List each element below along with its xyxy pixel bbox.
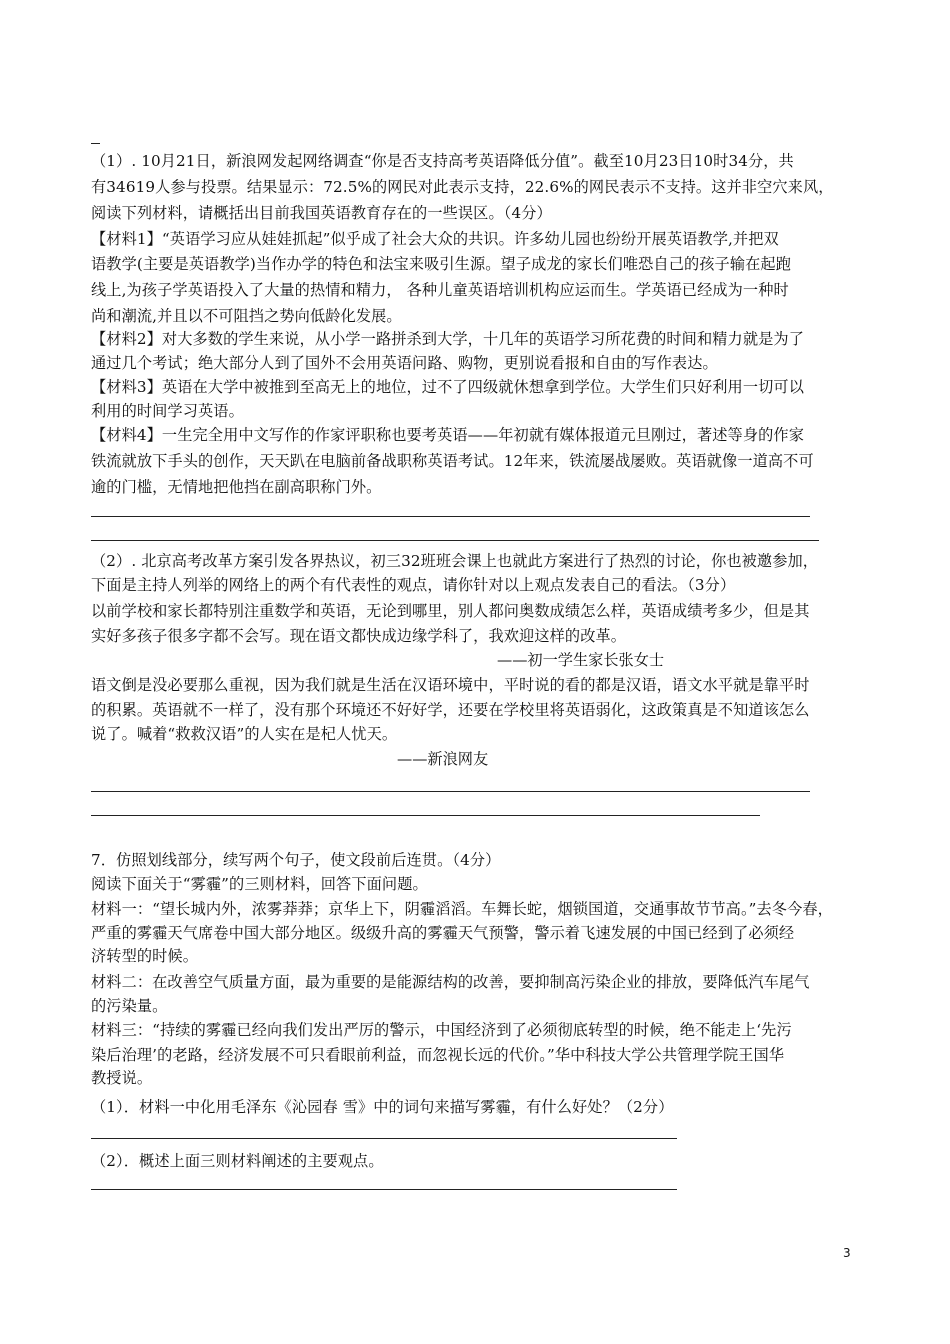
text-line: 教授说。 — [91, 1069, 153, 1087]
text-line: 阅读下面关于“雾霾”的三则材料，回答下面问题。 — [91, 875, 428, 893]
text-line: 语文倒是没必要那么重视，因为我们就是生活在汉语环境中，平时说的看的都是汉语，语文水平就是靠平时 — [91, 676, 810, 694]
text-line: 【材料2】对大多数的学生来说，从小学一路拼杀到大学，十几年的英语学习所花费的时间和精力就是为了 — [91, 330, 804, 348]
text-line: 材料二：在改善空气质量方面，最为重要的是能源结构的改善，要抑制高污染企业的排放，要降低汽车尾气 — [91, 973, 810, 991]
answer-line[interactable] — [91, 1138, 677, 1139]
answer-line[interactable] — [91, 1189, 677, 1190]
text-line: 材料三：“持续的雾霾已经向我们发出严厉的警示，中国经济到了必须彻底转型的时候，绝不能走上‘先污 — [91, 1021, 792, 1039]
text-line: 染后治理’的老路，经济发展不可只看眼前利益，而忽视长远的代价。”华中科技大学公共管理学院王国华 — [91, 1046, 785, 1064]
text-line: 下面是主持人列举的网络上的两个有代表性的观点，请你针对以上观点发表自己的看法。（3分） — [91, 576, 736, 594]
answer-line[interactable] — [91, 791, 810, 792]
text-line: 利用的时间学习英语。 — [91, 402, 244, 420]
answer-line[interactable] — [91, 516, 810, 517]
question-heading: 7．仿照划线部分，续写两个句子，使文段前后连贯。（4分） — [91, 851, 501, 869]
text-line: 的污染量。 — [91, 997, 168, 1015]
sub-question-2: （2）．概述上面三则材料阐述的主要观点。 — [91, 1152, 384, 1170]
text-line: 线上,为孩子学英语投入了大量的热情和精力， 各种儿童英语培训机构应运而生。学英语已经成为一种时 — [91, 281, 789, 299]
text-line: 有34619人参与投票。结果显示：72.5%的网民对此表示支持，22.6%的网民表示不支持。这并非空穴来风， — [91, 178, 834, 196]
text-line: 以前学校和家长都特别注重数学和英语，无论到哪里，别人都问奥数成绩怎么样，英语成绩考多少，但是其 — [91, 602, 810, 620]
text-line: 说了。喊着“救救汉语”的人实在是杞人忧天。 — [91, 725, 398, 743]
answer-line[interactable] — [91, 815, 760, 816]
text-line: 通过几个考试；绝大部分人到了国外不会用英语问路、购物，更别说看报和自由的写作表达。 — [91, 354, 718, 372]
text-line: 语教学(主要是英语教学)当作办学的特色和法宝来吸引生源。望子成龙的家长们唯恐自己的孩子输在起跑 — [91, 255, 791, 273]
answer-line[interactable] — [91, 540, 819, 541]
signature-parent: ——初一学生家长张女士 — [497, 651, 665, 669]
text-line: 尚和潮流,并且以不可阻挡之势向低龄化发展。 — [91, 307, 402, 325]
text-line: 的积累。英语就不一样了，没有那个环境还不好好学，还要在学校里将英语弱化，这政策真是不知道该怎么 — [91, 701, 810, 719]
text-line: 【材料1】“英语学习应从娃娃抓起”似乎成了社会大众的共识。许多幼儿园也纷纷开展英语教学,并把双 — [91, 230, 779, 248]
text-line: 逾的门槛，无情地把他挡在副高职称门外。 — [91, 478, 382, 496]
text-line: 阅读下列材料，请概括出目前我国英语教育存在的一些误区。（4分） — [91, 204, 552, 222]
text-line: 济转型的时候。 — [91, 947, 199, 965]
text-line: 严重的雾霾天气席卷中国大部分地区。级级升高的雾霾天气预警，警示着飞速发展的中国已经到了必须经 — [91, 924, 795, 942]
text-line: （1）. 10月21日，新浪网发起网络调查“你是否支持高考英语降低分值”。截至10月23日10时34分，共 — [91, 152, 794, 170]
text-line: 铁流就放下手头的创作，天天趴在电脑前备战职称英语考试。12年来，铁流屡战屡败。英语就像一道高不可 — [91, 452, 814, 470]
signature-netizen: ——新浪网友 — [397, 750, 489, 768]
page-number: 3 — [843, 1246, 851, 1260]
text-line: 【材料3】英语在大学中被推到至高无上的地位，过不了四级就休想拿到学位。大学生们只好利用一切可以 — [91, 378, 804, 396]
margin-mark — [91, 143, 100, 144]
text-line: 【材料4】一生完全用中文写作的作家评职称也要考英语——年初就有媒体报道元旦刚过，著述等身的作家 — [91, 426, 804, 444]
text-line: （2）. 北京高考改革方案引发各界热议，初三32班班会课上也就此方案进行了热烈的讨论，你也被邀参加， — [91, 552, 819, 570]
sub-question-1: （1）．材料一中化用毛泽东《沁园春 雪》中的词句来描写雾霾，有什么好处？（2分） — [91, 1098, 674, 1116]
text-line: 实好多孩子很多字都不会写。现在语文都快成边缘学科了，我欢迎这样的改革。 — [91, 627, 627, 645]
text-line: 材料一：“望长城内外，浓雾莽莽；京华上下，阴霾滔滔。车舞长蛇，烟锁国道，交通事故节节高。”去冬今春， — [91, 900, 833, 918]
